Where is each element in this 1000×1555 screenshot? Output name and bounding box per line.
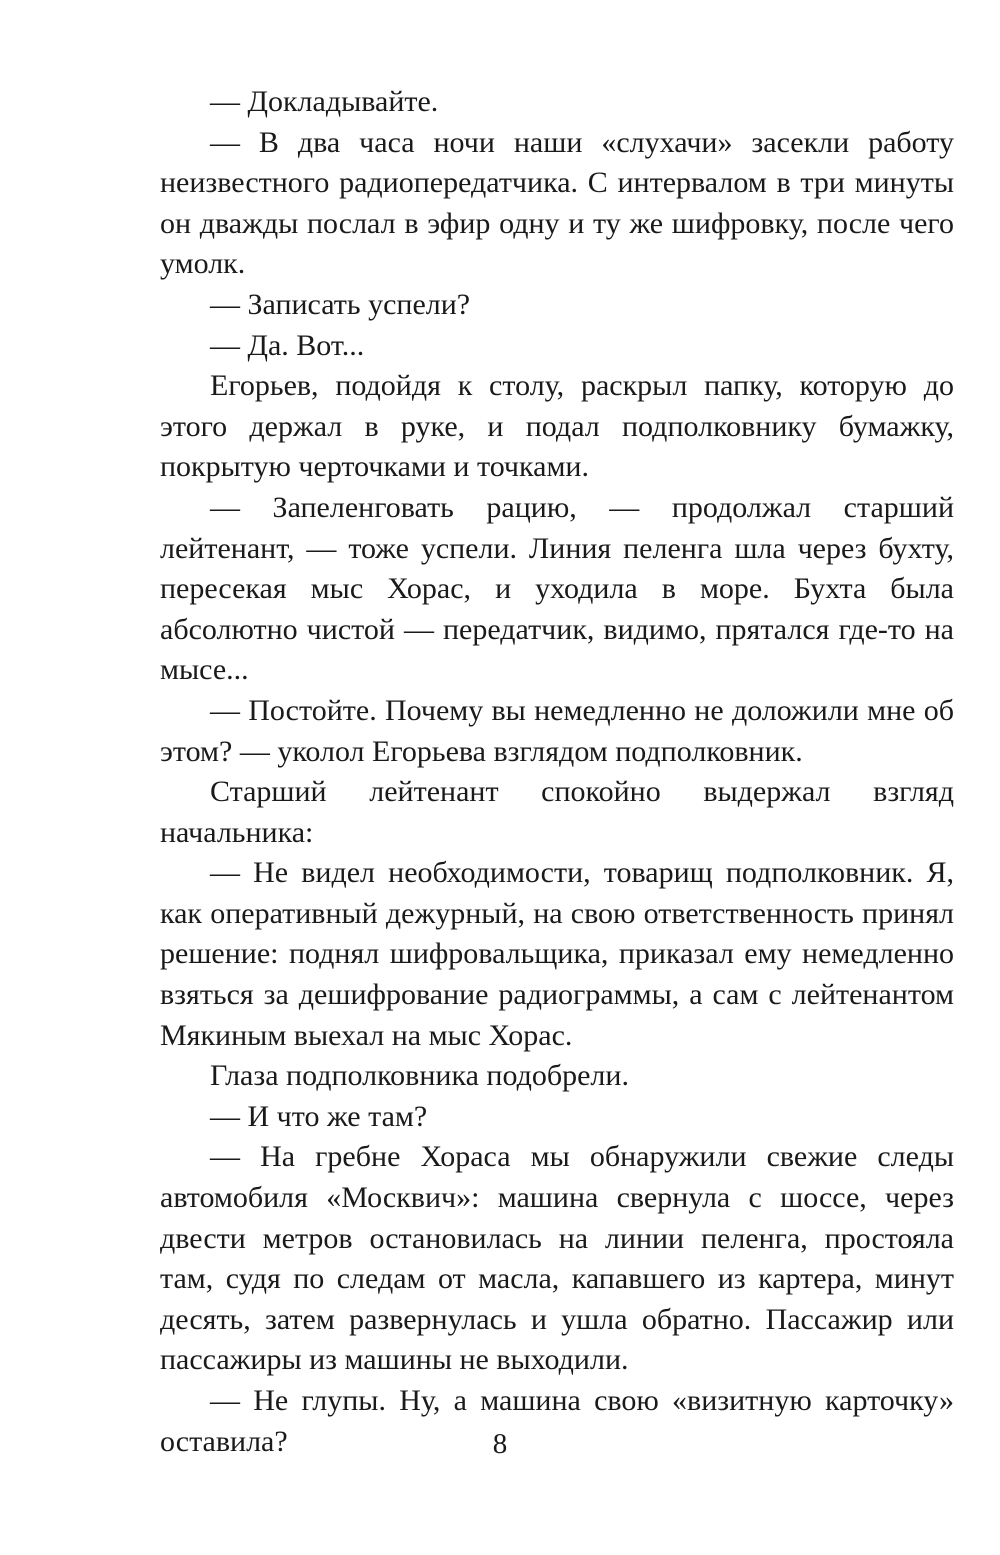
- paragraph: — Не глупы. Ну, а машина свою «визитную карточку» оставила?: [160, 1384, 954, 1458]
- paragraph: — Да. Вот...: [210, 328, 365, 362]
- page-body: [160, 82, 954, 1462]
- paragraph: Глаза подполковника подобрели.: [210, 1059, 629, 1093]
- paragraph: Егорьев, подойдя к столу, раскрыл папку, которую до этого держал в руке, и подал подполковнику бумажку, покрытую черточками и точками.: [160, 369, 954, 484]
- paragraph: — Запеленговать рацию, — продолжал старший лейтенант, — тоже успели. Линия пеленга шла через бухту, пересекая мыс Хорас, и уходила в море. Бухта была абсолютно чистой — передатчик, видимо, прятался где-то на мысе...: [160, 490, 954, 687]
- paragraph: — Докладывайте.: [210, 85, 439, 118]
- paragraph: — И что же там?: [210, 1099, 428, 1133]
- page-number: 8: [492, 1428, 508, 1460]
- paragraph: — Записать успели?: [210, 287, 471, 321]
- paragraph: — На гребне Хораса мы обнаружили свежие следы автомобиля «Москвич»: машина свернула с шоссе, через двести метров остановилась на линии пеленга, простояла там, судя по следам от масла, капавшего из картера, минут десять, затем развернулась и ушла обратно. Пассажир или пассажиры из машины не выходили.: [160, 1140, 954, 1377]
- paragraph: — Не видел необходимости, товарищ подполковник. Я, как оперативный дежурный, на свою ответственность принял решение: поднял шифровальщика, приказал ему немедленно взяться за дешифрование радиограммы, а сам с лейтенантом Мякиным выехал на мыс Хорас.: [160, 856, 954, 1052]
- paragraph: Старший лейтенант спокойно выдержал взгляд начальника:: [160, 775, 954, 849]
- paragraph: — Постойте. Почему вы немедленно не доложили мне об этом? — уколол Егорьева взглядом подполковник.: [160, 693, 954, 768]
- paragraph: — В два часа ночи наши «слухачи» засекли работу неизвестного радиопередатчика. С интервалом в три минуты он дважды послал в эфир одну и ту же шифровку, после чего умолк.: [160, 125, 954, 281]
